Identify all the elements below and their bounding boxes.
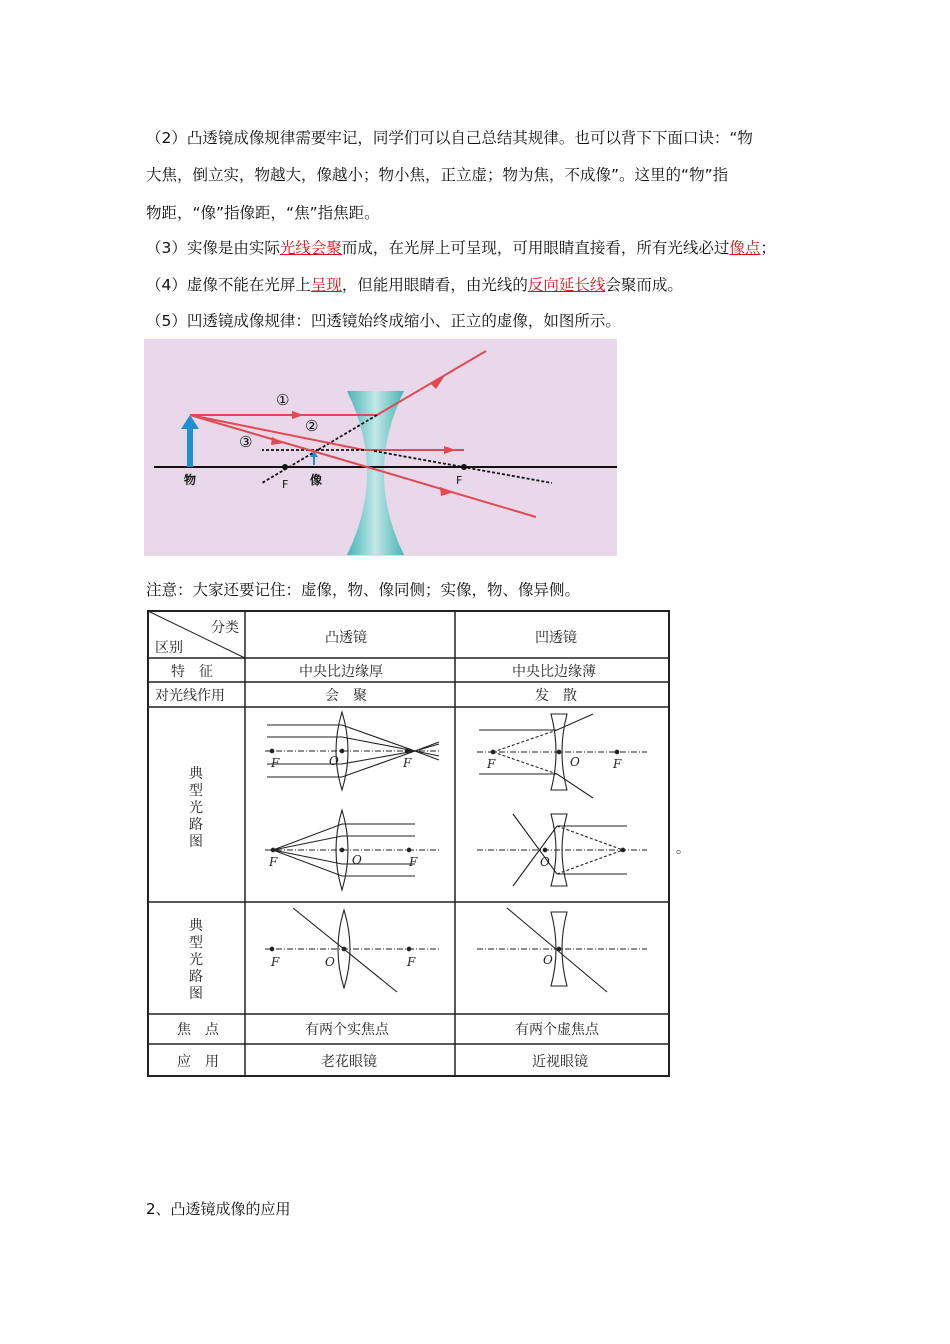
convex-effect: 会 聚 [325,688,367,704]
p4-highlight-reverse-extension: 反向延长线 [527,276,606,294]
ray-1-label: ① [276,391,290,409]
concave1-f-left: F [487,757,496,771]
convex3-f-left: F [271,955,280,969]
convex2-o: O [352,853,362,867]
convex2-f-right: F [409,855,418,869]
row-label-typical-path-1: 典型光路图 [189,766,203,850]
p3-text-a: （3）实像是由实际 [146,239,280,257]
convex3-o: O [325,955,335,969]
focus-left-point [282,464,288,470]
paragraph-2-line-1: （2）凸透镜成像规律需要牢记，同学们可以自己总结其规律。也可以背下下面口诀：“物 [146,129,753,147]
convex1-f-right: F [403,756,412,770]
note-text: 注意：大家还要记住：虚像，物、像同侧；实像，物、像异侧。 [146,581,581,599]
p3-text-c: 而成，在光屏上可呈现，可用眼睛直接看，所有光线必过 [341,239,730,257]
focus-right-label: F [456,474,463,487]
convex3-f-right: F [407,955,416,969]
focus-right-point [461,464,467,470]
convex-feature: 中央比边缘厚 [299,664,383,680]
concave1-o: O [570,755,580,769]
row-label-typical-path-2: 典型光路图 [189,918,203,1002]
paragraph-3 [146,238,826,258]
p4-text-a: （4）虚像不能在光屏上 [146,276,311,294]
convex1-f-left: F [271,756,280,770]
image-label: 像 [310,473,323,487]
concave3-o: O [543,953,553,967]
row-label-effect: 对光线作用 [155,688,225,704]
concave-application: 近视眼镜 [532,1054,588,1070]
section-2-heading: 2、凸透镜成像的应用 [146,1200,291,1218]
convex-focus: 有两个实焦点 [305,1022,389,1038]
p4-text-e: 会聚而成。 [605,276,683,294]
paragraph-5: （5）凹透镜成像规律：凹透镜始终成缩小、正立的虚像，如图所示。 [146,312,621,330]
column-concave-lens: 凹透镜 [535,630,577,646]
header-category: 分类 [211,620,239,636]
focus-left-label: F [282,478,289,491]
table-frame [148,611,669,1076]
row-label-features: 特 征 [171,664,213,680]
p4-highlight-present: 呈现 [310,276,342,294]
concave-lens-ray-diagram [144,339,617,556]
paragraph-2-line-3: 物距，“像”指像距，“焦”指焦距。 [146,204,380,222]
p3-highlight-light-converge: 光线会聚 [279,239,342,257]
concave-feature: 中央比边缘薄 [512,664,596,680]
lens-comparison-table [147,610,670,1077]
object-label: 物 [184,473,197,487]
header-distinction: 区别 [155,640,183,656]
row-label-focus: 焦 点 [177,1022,219,1038]
ray-2-label: ② [305,417,319,435]
p4-text-c: ，但能用眼睛看，由光线的 [341,276,528,294]
concave-focus: 有两个虚焦点 [515,1022,599,1038]
convex-application: 老花眼镜 [321,1054,377,1070]
paragraph-4 [146,275,826,295]
trailing-period: 。 [676,841,690,857]
concave1-f-right: F [613,757,622,771]
column-convex-lens: 凸透镜 [325,630,367,646]
convex2-f-left: F [269,855,278,869]
row-label-application: 应 用 [177,1054,219,1070]
ray-3-label: ③ [239,433,253,451]
p3-text-e: ； [760,239,776,257]
convex1-o: O [329,754,339,768]
paragraph-2-line-2: 大焦，倒立实，物越大，像越小；物小焦，正立虚；物为焦，不成像”。这里的“物”指 [146,166,729,184]
p3-highlight-image-point: 像点 [729,239,761,257]
concave2-o: O [540,855,550,869]
concave-effect: 发 散 [535,688,577,704]
